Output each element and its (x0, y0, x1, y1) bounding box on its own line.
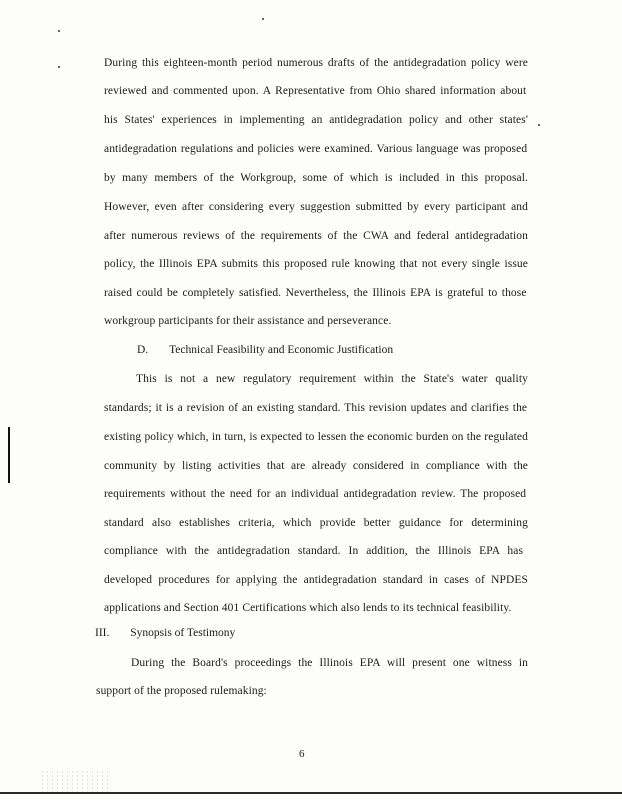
page-number: 6 (299, 748, 305, 760)
text-line: community by listing activities that are already considered in compliance with the (104, 460, 528, 472)
text-line: after numerous reviews of the requirements of the CWA and federal antidegradation (104, 230, 528, 242)
text-line: his States' experiences in implementing an antidegradation policy and other states' (104, 114, 528, 126)
text-line: existing policy which, in turn, is expected to lessen the economic burden on the regulated (104, 431, 528, 443)
text-line: compliance with the antidegradation standard. In addition, the Illinois EPA has (104, 545, 524, 557)
margin-mark (8, 427, 10, 483)
scan-speck (58, 30, 60, 32)
text-line: During this eighteen-month period numerous drafts of the antidegradation policy were (104, 57, 528, 69)
text-line: policy, the Illinois EPA submits this proposed rule knowing that not every single issue (104, 258, 528, 270)
scan-noise (40, 770, 110, 792)
scan-speck (262, 18, 264, 20)
text-line: workgroup participants for their assistance and perseverance. (104, 315, 392, 327)
text-line: antidegradation regulations and policies were examined. Various language was proposed (104, 143, 528, 155)
text-line: support of the proposed rulemaking: (96, 685, 267, 697)
text-line: standards; it is a revision of an existing standard. This revision updates and clarifies the (104, 402, 528, 414)
section-iii-title: Synopsis of Testimony (130, 627, 236, 639)
text-line: reviewed and commented upon. A Representative from Ohio shared information about (104, 85, 527, 97)
text-line: However, even after considering every suggestion submitted by every participant and (104, 201, 528, 213)
section-d-label: D. (137, 344, 149, 356)
text-line: During the Board's proceedings the Illinois EPA will present one witness in (131, 657, 528, 669)
section-iii-heading (95, 626, 235, 640)
text-line: This is not a new regulatory requirement within the State's water quality (136, 373, 528, 385)
text-line: standard also establishes criteria, which provide better guidance for determining (104, 517, 528, 529)
text-line: developed procedures for applying the antidegradation standard in cases of NPDES (104, 574, 528, 586)
text-line: requirements without the need for an individual antidegradation review. The proposed (104, 488, 527, 500)
section-d-title: Technical Feasibility and Economic Justification (169, 344, 394, 356)
section-iii-label: III. (95, 627, 110, 639)
scan-edge (0, 792, 622, 794)
text-line: raised could be completely satisfied. Nevertheless, the Illinois EPA is grateful to those (104, 287, 527, 299)
scan-speck (58, 66, 60, 68)
scan-speck (538, 124, 540, 126)
text-line: applications and Section 401 Certifications which also lends to its technical feasibility. (104, 602, 512, 614)
text-line: by many members of the Workgroup, some of which is included in this proposal. (104, 172, 528, 184)
section-d-heading (137, 343, 393, 357)
